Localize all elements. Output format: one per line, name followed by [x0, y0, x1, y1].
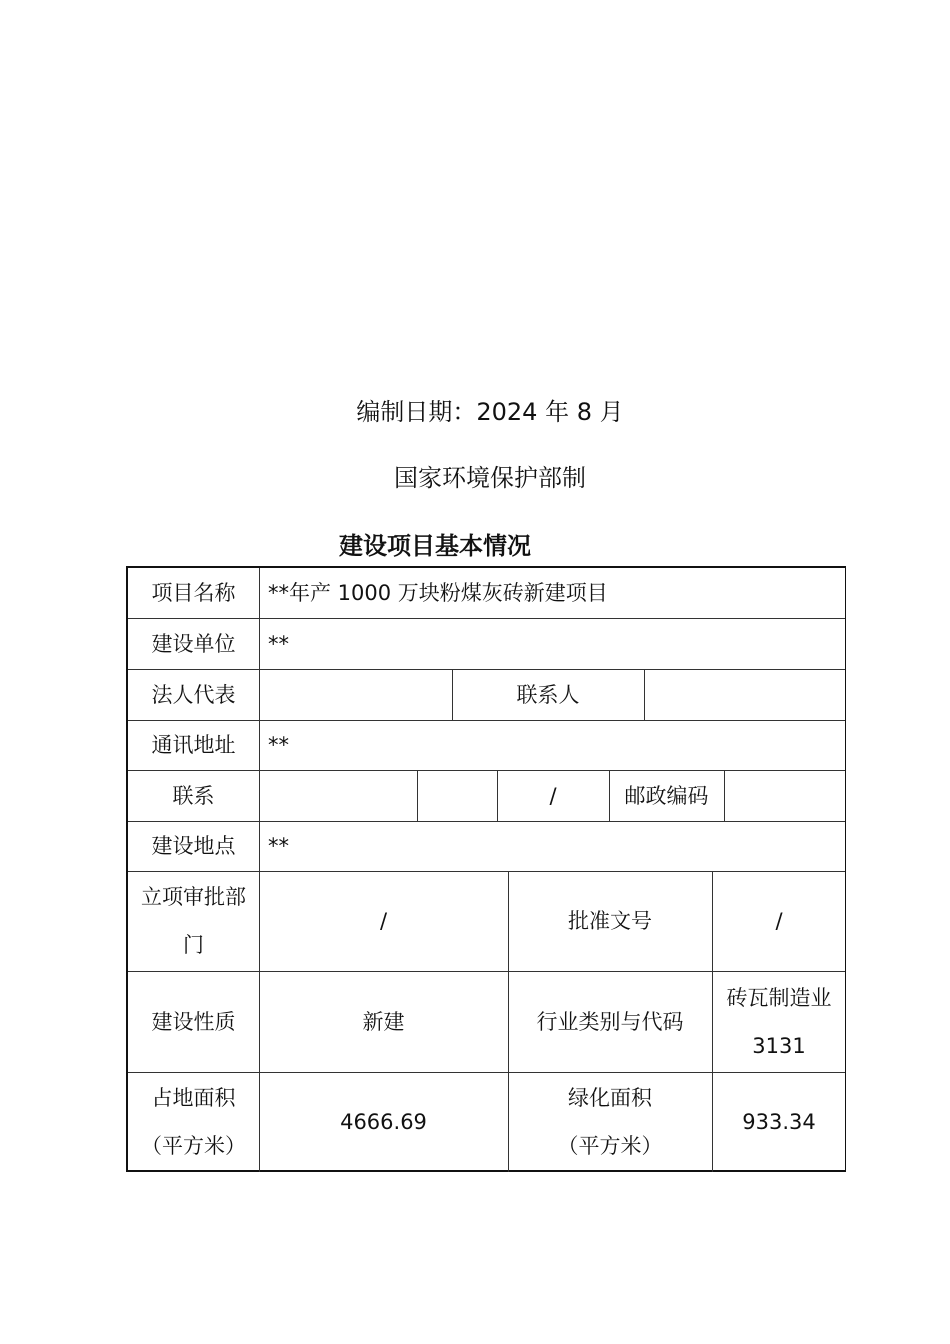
compile-date: 编制日期：2024 年 8 月 — [356, 398, 624, 426]
area-label-line1: 占地面积 — [151, 1086, 236, 1110]
industry-value — [712, 971, 846, 1072]
postcode-label: 邮政编码 — [624, 783, 709, 808]
legal-rep-label: 法人代表 — [151, 682, 236, 707]
issuing-organization: 国家环境保护部制 — [394, 464, 586, 492]
green-area-value: 933.34 — [742, 1110, 816, 1134]
approval-dept-value: / — [379, 909, 388, 933]
contact-person-label: 联系人 — [516, 682, 580, 707]
approval-no-label: 批准文号 — [568, 909, 652, 933]
phone-label: 联系 — [172, 783, 215, 808]
project-info-table — [126, 566, 846, 1172]
legal-rep-value — [259, 669, 452, 720]
builder-label: 建设单位 — [151, 631, 236, 656]
approval-no-value: / — [775, 909, 783, 933]
phone-value-a — [259, 770, 417, 821]
green-area-label-line1: 绿化面积 — [568, 1086, 652, 1110]
area-label — [128, 1072, 259, 1172]
industry-label: 行业类别与代码 — [536, 1009, 684, 1034]
phone-value-b — [417, 770, 497, 821]
approval-dept-label-line2: 门 — [183, 933, 204, 957]
project-name-value: **年产 1000 万块粉煤灰砖新建项目 — [268, 581, 608, 605]
address-value: ** — [268, 733, 289, 757]
nature-value: 新建 — [362, 1009, 405, 1034]
postcode-value — [724, 770, 846, 821]
nature-label: 建设性质 — [151, 1009, 236, 1034]
industry-value-line1: 砖瓦制造业 — [726, 985, 832, 1010]
project-name-label: 项目名称 — [151, 581, 236, 605]
approval-dept-label — [128, 871, 259, 971]
table-title: 建设项目基本情况 — [339, 532, 531, 560]
contact-person-value — [644, 669, 846, 720]
area-label-line2: （平方米） — [141, 1134, 246, 1158]
green-area-label-line2: （平方米） — [557, 1134, 663, 1158]
builder-value: ** — [268, 631, 289, 656]
green-area-label — [508, 1072, 712, 1172]
area-value: 4666.69 — [340, 1110, 427, 1134]
address-label: 通讯地址 — [151, 733, 236, 757]
phone-value-c: / — [549, 783, 557, 808]
site-value: ** — [268, 834, 289, 858]
industry-value-line2: 3131 — [752, 1033, 806, 1058]
site-label: 建设地点 — [151, 834, 236, 858]
approval-dept-label-line1: 立项审批部 — [141, 885, 246, 909]
